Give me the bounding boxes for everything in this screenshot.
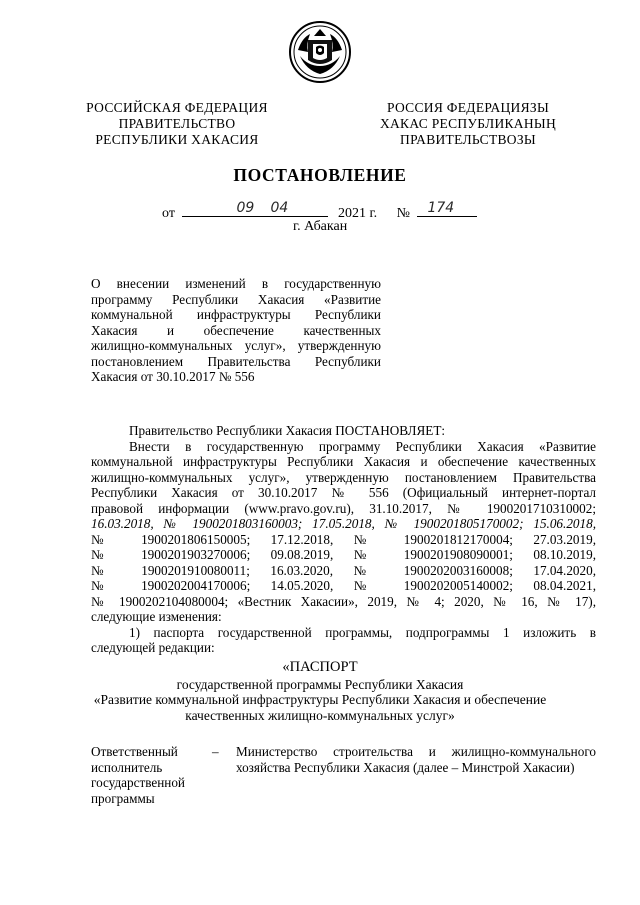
number-underline bbox=[417, 202, 477, 217]
header-right-block bbox=[368, 100, 568, 148]
item-1-line: следующей редакции: bbox=[91, 640, 215, 655]
subject-line: Хакасия и обеспечение качественных bbox=[91, 322, 381, 338]
body-line: Республики Хакасия от 30.10.2017 № 556 (Официальный интернет-портал bbox=[91, 485, 596, 500]
document-title: ПОСТАНОВЛЕНИЕ bbox=[233, 165, 407, 185]
passport-line: «Развитие коммунальной инфраструктуры Республики Хакасия и обеспечение bbox=[93, 692, 547, 707]
body-line: № 1900201910080011; 16.03.2020, № 1900202003160008; 17.04.2020, bbox=[91, 562, 596, 578]
header-left-block bbox=[82, 100, 272, 148]
row-label-line: исполнитель bbox=[91, 759, 163, 775]
subject-line: О внесении изменений в государственную bbox=[91, 276, 381, 291]
number-label: № bbox=[396, 206, 410, 221]
subject-block bbox=[91, 276, 381, 385]
passport-line: качественных жилищно-коммунальных услуг» bbox=[185, 707, 455, 723]
passport-title: «ПАСПОРТ bbox=[282, 659, 358, 675]
body-text bbox=[91, 423, 596, 656]
city: г. Абакан bbox=[293, 219, 348, 234]
passport-row-dash: – bbox=[212, 744, 219, 759]
date-month-handwritten: 04 bbox=[270, 200, 289, 216]
subject-line: коммунальной инфраструктуры Республики bbox=[91, 307, 381, 322]
decree-line: Правительство Республики Хакасия ПОСТАНОВЛЯЕТ: bbox=[129, 423, 446, 438]
subject-line: жилищно-коммунальных услуг», утвержденную bbox=[91, 338, 381, 353]
subject-line: программу Республики Хакасия «Развитие bbox=[91, 291, 381, 307]
item-1-line: 1) паспорта государственной программы, подпрограммы 1 изложить в bbox=[129, 624, 596, 640]
row-label-line: государственной bbox=[91, 775, 185, 790]
body-line: правовой информации (www.pravo.gov.ru), 31.10.2017, № 1900201710310002; bbox=[91, 500, 596, 516]
header-right-line-2: ХАКАС РЕСПУБЛИКАНЫҢ bbox=[379, 116, 557, 131]
header-right-line-1: РОССИЯ ФЕДЕРАЦИЯЗЫ bbox=[386, 100, 550, 115]
subject-line: Хакасия от 30.10.2017 № 556 bbox=[91, 369, 255, 384]
subject-line: постановлением Правительства Республики bbox=[91, 353, 381, 369]
body-line: жилищно-коммунальных услуг», утвержденную постановлением Правительства bbox=[91, 469, 596, 485]
body-line: коммунальной инфраструктуры Республики Хакасия и обеспечение качественных bbox=[91, 454, 596, 469]
row-label-line: программы bbox=[91, 790, 155, 806]
body-line: № 1900202004170006; 14.05.2020, № 1900202005140002; 08.04.2021, bbox=[91, 578, 596, 593]
body-line: следующие изменения: bbox=[91, 609, 222, 624]
date-year: 2021 г. bbox=[337, 206, 378, 221]
date-prefix: от bbox=[162, 206, 175, 221]
body-line: № 1900202104080004; «Вестник Хакасии», 2019, № 4; 2020, № 16, № 17), bbox=[91, 593, 596, 609]
passport-line: государственной программы Республики Хакасия bbox=[176, 676, 464, 692]
number-handwritten: 174 bbox=[427, 200, 455, 216]
row-value-line: Министерство строительства и жилищно-коммунального bbox=[236, 744, 596, 759]
passport-row-value bbox=[236, 744, 596, 775]
passport-heading bbox=[0, 660, 640, 723]
body-line: 16.03.2018, № 1900201803160003; 17.05.2018, № 1900201805170002; 15.06.2018, bbox=[91, 516, 596, 531]
date-day-handwritten: 09 bbox=[236, 200, 255, 216]
header-left-line-3: РЕСПУБЛИКИ ХАКАСИЯ bbox=[95, 132, 259, 147]
header-right-line-3: ПРАВИТЕЛЬСТВОЗЫ bbox=[400, 132, 536, 147]
body-line: № 1900201903270006; 09.08.2019, № 1900201908090001; 08.10.2019, bbox=[91, 547, 596, 562]
coat-of-arms-emblem bbox=[288, 20, 352, 84]
row-value-line: хозяйства Республики Хакасия (далее – Минстрой Хакасии) bbox=[236, 759, 575, 775]
header-left-line-2: ПРАВИТЕЛЬСТВО bbox=[118, 116, 236, 131]
header-left-line-1: РОССИЙСКАЯ ФЕДЕРАЦИЯ bbox=[86, 100, 268, 115]
passport-row-label bbox=[91, 744, 201, 806]
body-line: Внести в государственную программу Республики Хакасия «Развитие bbox=[129, 438, 596, 454]
body-line: № 1900201806150005; 17.12.2018, № 1900201812170004; 27.03.2019, bbox=[91, 531, 596, 547]
row-label-line: Ответственный bbox=[91, 744, 178, 759]
date-underline bbox=[182, 202, 328, 217]
